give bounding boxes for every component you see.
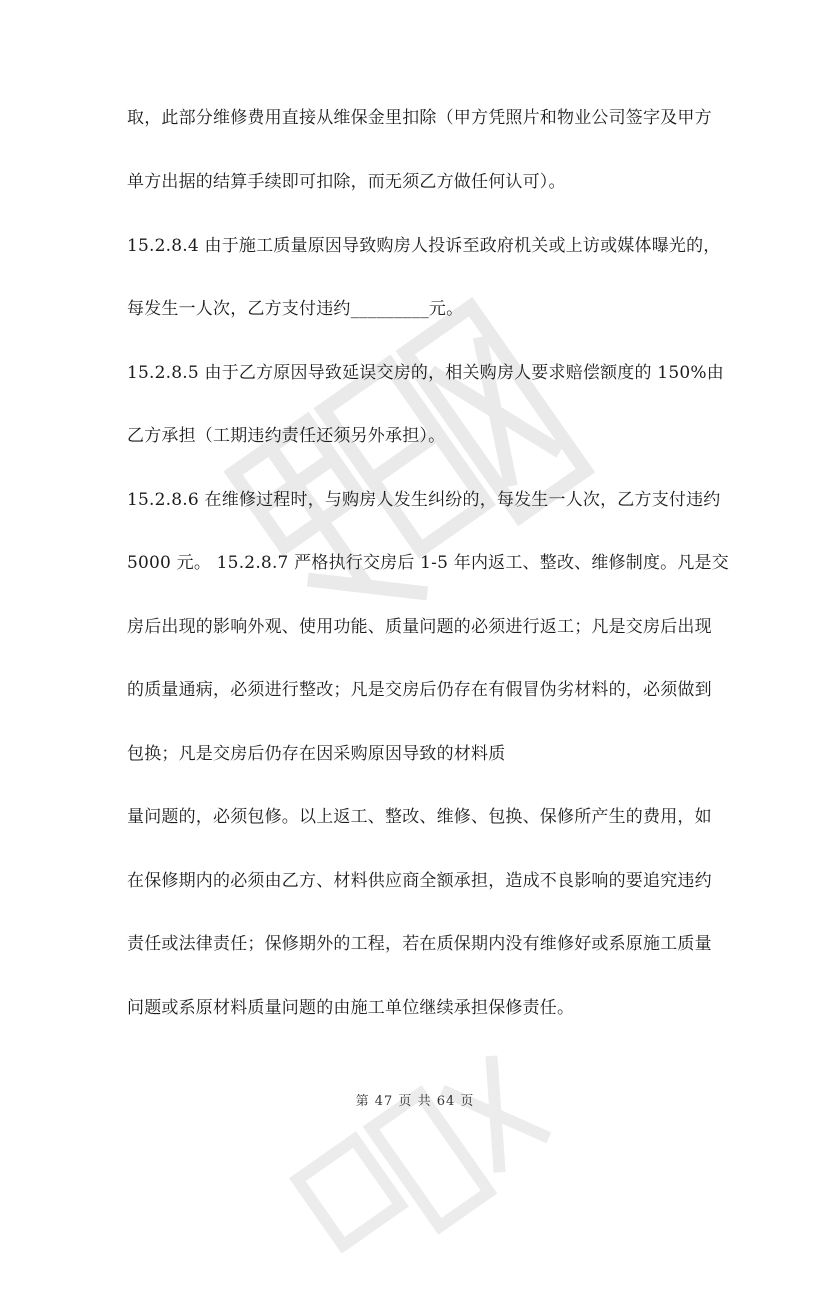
body-line-14: 责任或法律责任；保修期外的工程，若在质保期内没有维修好或系原施工质量 [127,934,712,954]
body-line-9: 房后出现的影响外观、使用功能、质量问题的必须进行返工；凡是交房后出现 [127,617,712,637]
body-line-10: 的质量通病，必须进行整改；凡是交房后仍存在有假冒伪劣材料的，必须做到 [127,680,712,700]
body-line-5: 15.2.8.5 由于乙方原因导致延误交房的，相关购房人要求赔偿额度的 150%由 [127,363,724,383]
body-line-15: 问题或系原材料质量问题的由施工单位继续承担保修责任。 [127,998,575,1018]
body-line-11: 包换；凡是交房后仍存在因采购原因导致的材料质 [127,744,506,764]
body-line-12: 量问题的，必须包修。以上返工、整改、维修、包换、保修所产生的费用，如 [127,807,712,827]
watermark-logo-bottom [278,1020,583,1300]
body-line-7: 15.2.8.6 在维修过程时，与购房人发生纠纷的，每发生一人次，乙方支付违约 [127,490,721,510]
body-line-8: 5000 元。 15.2.8.7 严格执行交房后 1-5 年内返工、整改、维修制度。凡是交 [127,553,729,573]
body-line-1: 取，此部分维修费用直接从维保金里扣除（甲方凭照片和物业公司签字及甲方 [127,108,712,128]
body-line-2: 单方出据的结算手续即可扣除，而无须乙方做任何认可）。 [127,172,566,192]
body-line-13: 在保修期内的必须由乙方、材料供应商全额承担，造成不良影响的要追究违约 [127,871,712,891]
body-line-4: 每发生一人次，乙方支付违约_________元。 [127,299,464,319]
body-line-6: 乙方承担（工期违约责任还须另外承担）。 [127,426,446,446]
body-line-3: 15.2.8.4 由于施工质量原因导致购房人投诉至政府机关或上访或媒体曝光的， [127,236,721,256]
page-number-footer: 第 47 页 共 64 页 [355,1094,475,1109]
